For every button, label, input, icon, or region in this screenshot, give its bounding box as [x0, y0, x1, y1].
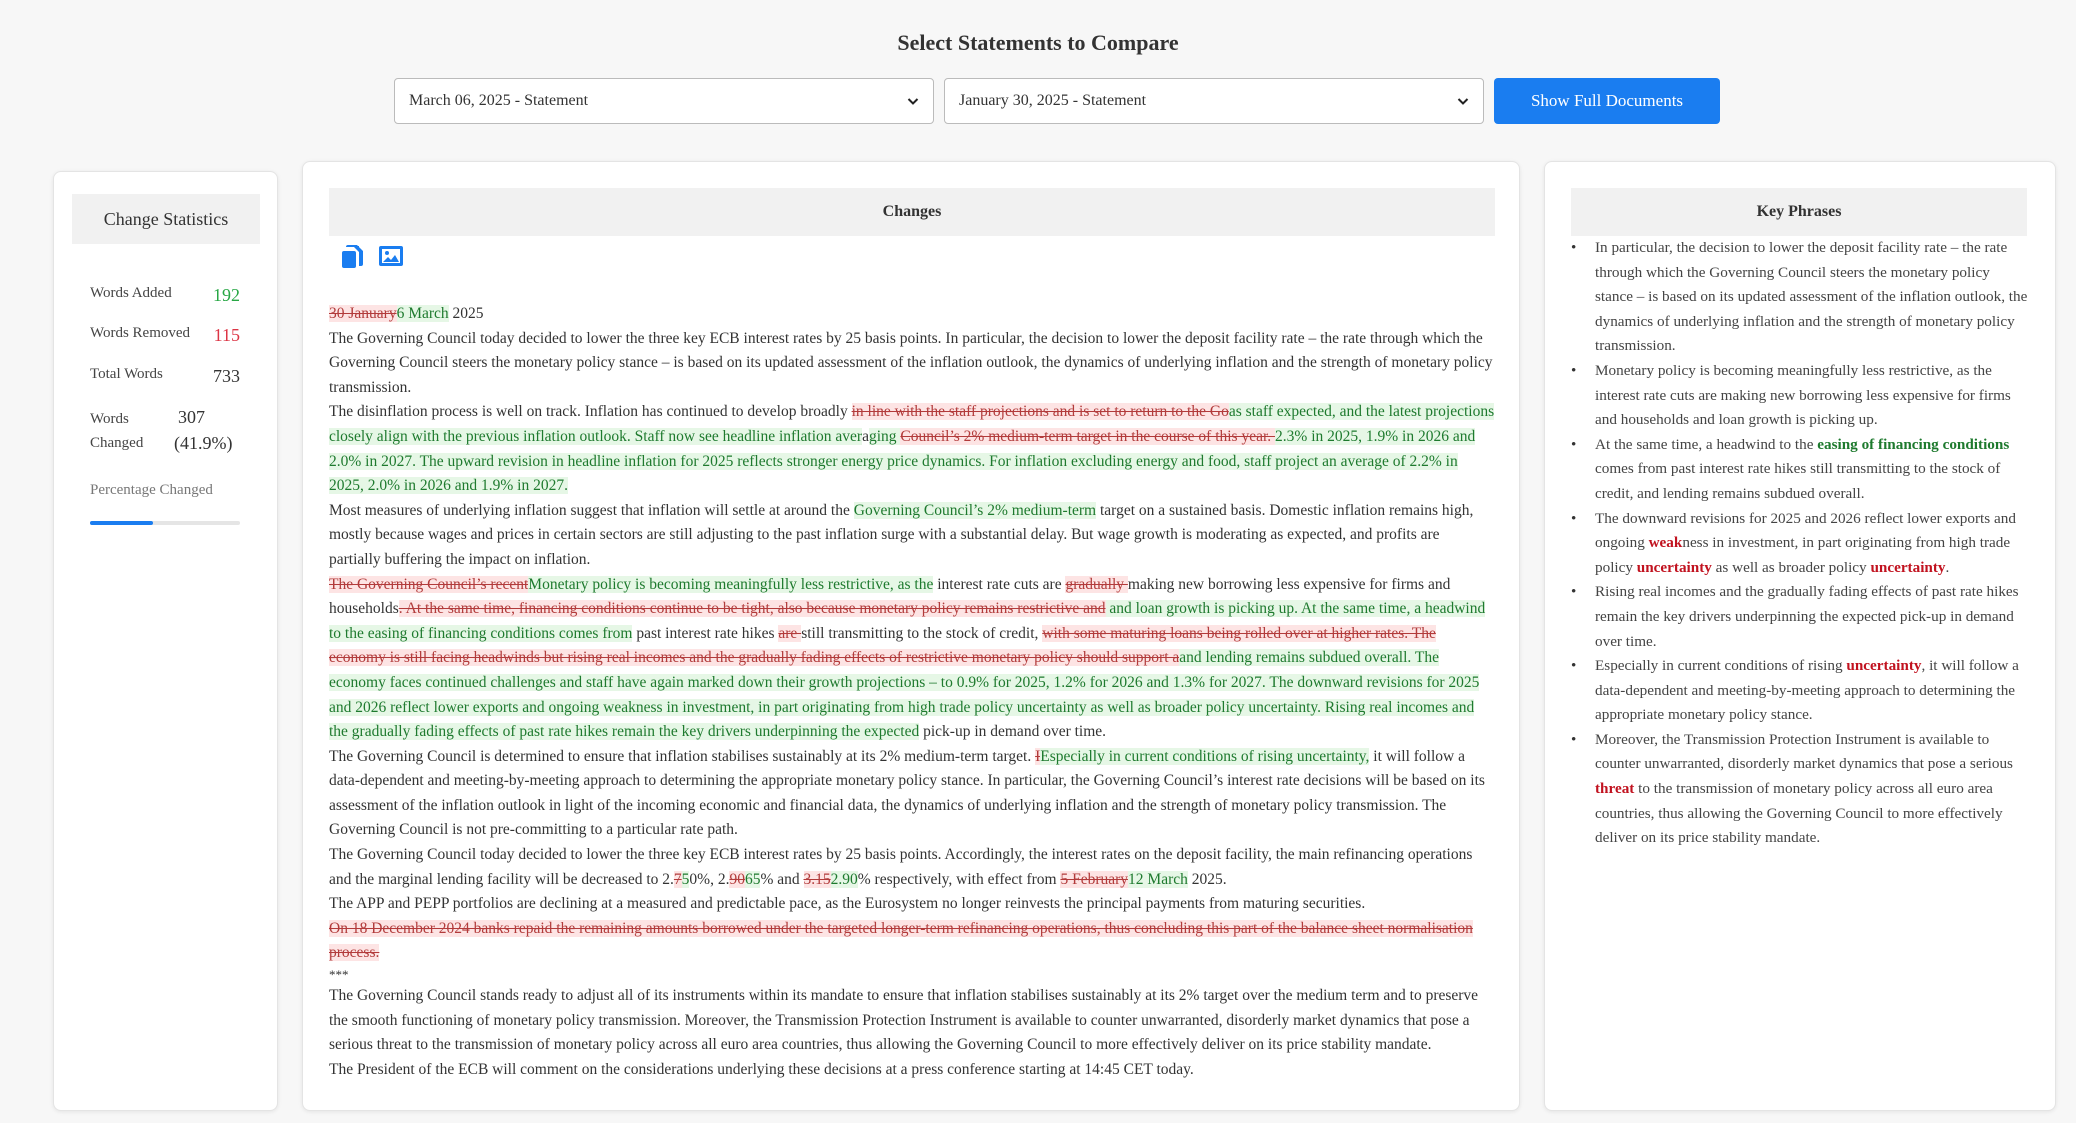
unchanged-text: The disinflation process is well on track. Inflation has continued to develop broadly [329, 403, 852, 421]
highlight-risk: uncertainty [1846, 657, 1922, 675]
key-phrases-list [1571, 236, 2031, 851]
statement-select-b[interactable] [944, 78, 1484, 124]
inserted-text: and lending remains subdued overall. The economy faces continued challenges and staff have again marked down their growth projections – to 0.9% for 2025, 1.2% for 2026 and 1.3% for 2027. The downward revisions for 2025 and 2026 reflect lower exports and ongoing weakness in investment, in part originating from high trade policy uncertainty as well as broader policy uncertainty. Rising real incomes and the gradually fading effects of past rate hikes remain the key drivers underpinning the expected [329, 649, 1480, 741]
page-title: Select Statements to Compare [897, 30, 1179, 55]
deleted-text: are [778, 624, 802, 642]
unchanged-text: past interest rate hikes [632, 624, 779, 642]
key-phrase-item [1571, 236, 2031, 359]
key-phrase-text: In particular, the decision to lower the deposit facility rate – the rate through which the Governing Council steers the monetary policy stance – is based on its updated assessment of the inflation outlook, the dynamics of underlying inflation and the strength of monetary policy transmission. [1595, 239, 2028, 355]
unchanged-text: 0%, 2. [689, 870, 730, 888]
highlight-positive: easing of financing conditions [1817, 435, 2010, 453]
unchanged-text: 2025. [1187, 870, 1227, 888]
deleted-text: The Governing Council’s recent [329, 575, 529, 593]
key-phrase-text: Rising real incomes and the gradually fading effects of past rate hikes remain the key drivers underpinning the expected pick-up in demand over time. [1595, 583, 2019, 650]
inserted-text: and loan growth is picking up. At the same time, a headwind to the easing of financing conditions comes from [329, 600, 1486, 642]
words-changed-value: 307 [178, 407, 205, 427]
total-words-value: 733 [213, 366, 240, 386]
key-phrase-text: At the same time, a headwind to the [1595, 435, 1818, 453]
key-phrase-text: as well as broader policy [1711, 558, 1871, 576]
words-removed-value: 115 [213, 325, 240, 345]
separator-text: *** [329, 967, 349, 983]
key-phrase-text: Especially in current conditions of rising [1595, 657, 1847, 675]
change-statistics-title: Change Statistics [72, 194, 260, 244]
inserted-text: 65 [744, 870, 761, 888]
deleted-text: 30 January [329, 305, 397, 322]
deleted-text: . At the same time, financing conditions continue to be tight, also because monetary policy remains restrictive and [398, 600, 1106, 618]
deleted-text: Council’s 2% medium-term target in the course of this year. [900, 427, 1276, 445]
deleted-text: On 18 December 2024 banks repaid the remaining amounts borrowed under the targeted longer-term refinancing operations, thus concluding this part of the balance sheet normalisation process. [329, 919, 1473, 962]
key-phrase-text: . [1945, 558, 1950, 576]
changes-document [329, 302, 1495, 1082]
changes-title: Changes [329, 188, 1495, 236]
inserted-text: Governing Council’s 2% medium-term [853, 501, 1097, 519]
unchanged-text: Most measures of underlying inflation suggest that inflation will settle at around the [329, 501, 854, 519]
key-phrase-text: Monetary policy is becoming meaningfully less restrictive, as the interest rate cuts are making new borrowing less expensive for firms and households and loan growth is picking up. [1595, 361, 2011, 429]
deleted-text: I [1035, 747, 1041, 765]
inserted-text: 12 March [1128, 870, 1188, 888]
deleted-text: 90 [729, 870, 745, 888]
unchanged-text: it will follow a data-dependent and meeting-by-meeting approach to determining the appropriate monetary policy stance. In particular, the Governing Council’s interest rate decisions will be based on its assessment of the inflation outlook in light of the incoming economic and financial data, the dynamics of underlying inflation and the strength of monetary policy transmission. The Governing Council is not pre-committing to a particular rate path. [329, 747, 1485, 839]
key-phrase-item [1571, 359, 2031, 433]
highlight-risk: uncertainty [1870, 558, 1946, 576]
unchanged-text: % and [760, 870, 804, 888]
diff-paragraph [329, 302, 1495, 327]
inserted-text: ging [868, 427, 901, 445]
words-changed-label: Words Changed [90, 411, 144, 451]
diff-paragraph [329, 1058, 1495, 1083]
diff-paragraph [329, 327, 1495, 401]
highlight-risk: weak [1648, 534, 1683, 552]
statement-select-a[interactable] [394, 78, 934, 124]
inserted-text: 2.3% in 2025, 1.9% in 2026 and 2.0% in 2027. The upward revision in headline inflation for 2025 reflects stronger energy price dynamics. For inflation excluding energy and food, staff project an average of 2.2% in 2025, 2.0% in 2026 and 1.9% in 2027. [329, 427, 1476, 495]
words-added-row [90, 285, 240, 305]
percentage-changed-bar [90, 521, 240, 525]
unchanged-text: The Governing Council stands ready to adjust all of its instruments within its mandate to ensure that inflation stabilises sustainably at its 2% target over the medium term and to preserve the smooth functioning of monetary policy transmission. Moreover, the Transmission Protection Instrument is available to counter unwarranted, disorderly market dynamics that pose a serious threat to the transmission of monetary policy across all euro area countries, thus allowing the Governing Council to more effectively deliver on its price stability mandate. [329, 987, 1479, 1054]
key-phrase-text: , it will follow a data-dependent and meeting-by-meeting approach to determining the appropriate monetary policy stance. [1595, 657, 2019, 724]
deleted-text: 7 [673, 870, 682, 888]
change-statistics-panel [53, 171, 278, 1111]
unchanged-text: The Governing Council today decided to lower the three key ECB interest rates by 25 basis points. In particular, the decision to lower the deposit facility rate – the rate through which the Governing Council steers the monetary policy stance – is based on its updated assessment of the inflation outlook, the dynamics of underlying inflation and the strength of monetary policy transmission. [329, 329, 1493, 396]
inserted-text: Especially in current conditions of rising uncertainty, [1040, 747, 1370, 765]
key-phrase-item [1571, 507, 2031, 581]
show-full-documents-button[interactable]: Show Full Documents [1494, 78, 1720, 124]
key-phrase-item [1571, 654, 2031, 728]
highlight-risk: threat [1595, 780, 1635, 798]
changes-toolbar [339, 242, 405, 270]
unchanged-text: target on a sustained basis. Domestic inflation remains high, mostly because wages and prices in certain sectors are still adjusting to the past inflation surge with a substantial delay. But wage growth is moderating as expected, and profits are partially buffering the impact on inflation. [329, 501, 1474, 568]
unchanged-text: still transmitting to the stock of credit, [801, 624, 1043, 642]
chevron-down-icon [1457, 95, 1469, 107]
statement-select-b-value: January 30, 2025 - Statement [959, 92, 1147, 109]
unchanged-text: The President of the ECB will comment on the considerations underlying these decisions at a press conference starting at 14:45 CET today. [329, 1060, 1194, 1078]
key-phrase-text: to the transmission of monetary policy across all euro area countries, thus allowing the Governing Council to more effectively deliver on its price stability mandate. [1595, 780, 2003, 847]
diff-paragraph [329, 917, 1495, 966]
unchanged-text: a [862, 427, 869, 445]
key-phrase-item [1571, 728, 2031, 851]
image-icon[interactable] [377, 242, 405, 270]
inserted-text: 2.90 [830, 870, 858, 888]
words-removed-label: Words Removed [90, 325, 191, 341]
total-words-row [90, 366, 240, 386]
deleted-text: 3.15 [803, 870, 831, 888]
copy-icon[interactable] [339, 242, 367, 270]
compare-controls [394, 78, 1720, 124]
diff-paragraph [329, 745, 1495, 843]
key-phrases-title: Key Phrases [1571, 188, 2027, 236]
words-added-label: Words Added [90, 285, 172, 301]
diff-paragraph [329, 843, 1495, 892]
key-phrase-item [1571, 580, 2031, 654]
unchanged-text: The APP and PEPP portfolios are declining at a measured and predictable pace, as the Eurosystem no longer reinvests the principal payments from maturing securities. [329, 895, 1366, 913]
key-phrase-text: Moreover, the Transmission Protection Instrument is available to counter unwarranted, disorderly market dynamics that pose a serious [1595, 730, 2013, 773]
changes-panel [302, 161, 1520, 1111]
words-changed-percent: (41.9%) [174, 433, 233, 453]
highlight-risk: uncertainty [1636, 558, 1712, 576]
key-phrase-item [1571, 433, 2031, 507]
diff-paragraph [329, 892, 1495, 917]
inserted-text: 5 [681, 870, 690, 888]
diff-paragraph [329, 966, 1495, 984]
deleted-text: with some maturing loans being rolled over at higher rates. The economy is still facing headwinds but rising real incomes and the gradually fading effects of restrictive monetary policy should support a [329, 624, 1436, 667]
percentage-changed-label: Percentage Changed [90, 482, 213, 498]
unchanged-text: 2025 [448, 305, 484, 322]
unchanged-text: making new borrowing less expensive for firms and households [329, 575, 1451, 618]
words-removed-row [90, 325, 240, 345]
diff-paragraph [329, 400, 1495, 498]
unchanged-text: interest rate cuts are [933, 575, 1066, 593]
inserted-text: 6 March [396, 305, 449, 322]
total-words-label: Total Words [90, 366, 163, 382]
diff-paragraph [329, 984, 1495, 1058]
unchanged-text: The Governing Council today decided to lower the three key ECB interest rates by 25 basis points. Accordingly, the interest rates on the deposit facility, the main refinancing operations and the marginal lending facility will be decreased to 2. [329, 846, 1473, 888]
unchanged-text: pick-up in demand over time. [919, 723, 1107, 741]
deleted-text: gradually [1065, 575, 1128, 593]
statement-select-a-value: March 06, 2025 - Statement [409, 92, 589, 109]
deleted-text: in line with the staff projections and is set to return to the Go [851, 403, 1229, 421]
words-added-value: 192 [213, 285, 240, 305]
key-phrase-text: comes from past interest rate hikes still transmitting to the stock of credit, and lending remains subdued overall. [1595, 460, 2001, 502]
diff-paragraph [329, 499, 1495, 573]
unchanged-text: The Governing Council is determined to ensure that inflation stabilises sustainably at its 2% medium-term target. [329, 747, 1036, 765]
key-phrases-panel [1544, 161, 2056, 1111]
unchanged-text: % respectively, with effect from [857, 870, 1061, 888]
key-phrase-text: ness in investment, in part originating from high trade policy [1595, 534, 2011, 576]
percentage-changed-fill [90, 521, 153, 525]
diff-paragraph [329, 573, 1495, 745]
deleted-text: 5 February [1060, 870, 1129, 888]
chevron-down-icon [907, 95, 919, 107]
key-phrase-text: The downward revisions for 2025 and 2026 reflect lower exports and ongoing [1595, 509, 2016, 552]
inserted-text: Monetary policy is becoming meaningfully less restrictive, as the [528, 575, 934, 593]
inserted-text: as staff expected, and the latest projections closely align with the previous inflation outlook. Staff now see headline inflation aver [329, 403, 1495, 445]
